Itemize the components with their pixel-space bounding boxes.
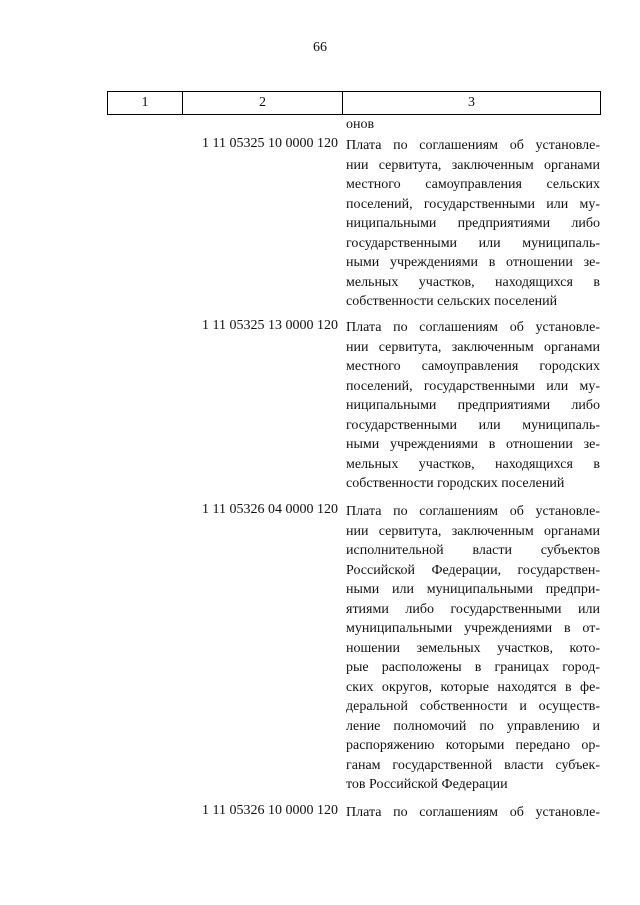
column-header-1: 1: [108, 92, 183, 114]
description-line: мельных участков, находящихся в: [346, 274, 600, 290]
description-line: Плата по соглашениям об установле-: [346, 138, 600, 153]
income-code: 1 11 05325 10 0000 120: [202, 136, 338, 151]
description-line: местного самоуправления городских: [346, 359, 600, 374]
income-description: [346, 502, 600, 795]
description-line: государственными или муниципаль-: [346, 235, 600, 251]
description-line: тов Российской Федерации: [346, 777, 508, 792]
description-line: Плата по соглашениям об установле-: [346, 805, 600, 820]
description-line: Плата по соглашениям об установле-: [346, 504, 600, 519]
description-line: собственности городских поселений: [346, 476, 565, 491]
income-code: 1 11 05325 13 0000 120: [202, 318, 338, 333]
description-line: мельных участков, находящихся в: [346, 456, 600, 472]
description-line: рые расположены в границах город-: [346, 660, 600, 675]
income-code: 1 11 05326 04 0000 120: [202, 502, 338, 517]
description-line: ными учреждениями в отношении зе-: [346, 255, 600, 270]
description-line: ными учреждениями в отношении зе-: [346, 437, 600, 452]
continued-text: [346, 115, 600, 135]
description-line: государственными или муниципаль-: [346, 417, 600, 433]
description-line: нии сервитута, заключенным органами: [346, 339, 600, 355]
description-line: исполнительной власти субъектов: [346, 543, 600, 558]
page-number: 66: [313, 40, 327, 55]
income-code: 1 11 05326 10 0000 120: [202, 803, 338, 818]
description-line: поселений, государственными или му-: [346, 378, 600, 394]
table-header: [107, 91, 601, 115]
column-header-2: 2: [183, 92, 343, 114]
income-description: [346, 136, 600, 312]
description-line: местного самоуправления сельских: [346, 177, 600, 192]
description-line: нии сервитута, заключенным органами: [346, 157, 600, 173]
description-line: деральной собственности и осуществ-: [346, 699, 600, 714]
description-line: ление полномочий по управлению и: [346, 718, 600, 734]
description-line: ских округов, которые находятся в фе-: [346, 679, 600, 695]
income-description: [346, 318, 600, 494]
description-line: ношении земельных участков, кото-: [346, 640, 600, 656]
description-line: нии сервитута, заключенным органами: [346, 523, 600, 539]
continued-text-line: онов: [346, 117, 375, 132]
column-header-3: 3: [468, 95, 475, 110]
description-line: ными или муниципальными предпри-: [346, 582, 600, 597]
income-description: [346, 803, 600, 823]
description-line: ниципальными предприятиями либо: [346, 398, 600, 413]
description-line: Российской Федерации, государствен-: [346, 562, 600, 578]
description-line: распоряжению которыми передано ор-: [346, 738, 600, 753]
description-line: ятиями либо государственными или: [346, 601, 600, 617]
description-line: ниципальными предприятиями либо: [346, 216, 600, 231]
description-line: собственности сельских поселений: [346, 294, 558, 309]
description-line: Плата по соглашениям об установле-: [346, 320, 600, 335]
description-line: поселений, государственными или му-: [346, 196, 600, 212]
description-line: ганам государственной власти субъек-: [346, 757, 600, 773]
description-line: муниципальными учреждениями в от-: [346, 621, 600, 636]
